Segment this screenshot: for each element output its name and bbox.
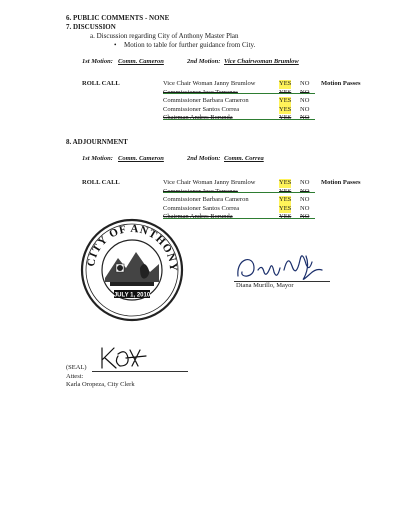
seal-label: (SEAL) xyxy=(66,364,87,371)
first-motion-value: Comm. Cameron xyxy=(118,155,164,162)
strike-line xyxy=(163,119,315,120)
vote-yes: YES xyxy=(279,80,292,87)
vote-no: NO xyxy=(300,88,310,96)
seal-date-text: JULY 1, 2010 xyxy=(113,292,151,299)
vote-no: NO xyxy=(300,105,310,113)
clerk-caption: Karla Oropeza, City Clerk xyxy=(66,381,135,388)
section-public-comments: 6. PUBLIC COMMENTS - NONE xyxy=(66,14,170,22)
vote-no: NO xyxy=(300,196,310,203)
section-adjournment: 8. ADJOURNMENT xyxy=(66,138,128,146)
roll-call-label: ROLL CALL xyxy=(82,80,120,87)
seal-top-text: CITY OF ANTHONY xyxy=(85,222,180,273)
vote-yes: YES xyxy=(279,187,292,195)
second-motion-label: 2nd Motion: xyxy=(187,155,221,162)
second-motion-value: Comm. Correa xyxy=(224,155,264,162)
vote-yes: YES xyxy=(279,114,292,121)
roll-call-table: Vice Chair Woman Janny Brumlow YES NO Commissioner Jose Terrones YES NO Commissioner Barbara Cameron YES NO Commissioner Santos Correa YES NO Chairman Andres Borunda YES NO xyxy=(163,80,333,125)
attest-label: Attest: xyxy=(66,373,84,380)
mayor-caption: Diana Murillo, Mayor xyxy=(236,282,294,289)
motion-result: Motion Passes xyxy=(321,80,361,87)
vote-no: NO xyxy=(300,179,310,186)
vote-no: NO xyxy=(300,97,310,104)
first-motion-label: 1st Motion: xyxy=(82,155,113,162)
discussion-item-a: a. Discussion regarding City of Anthony Master Plan xyxy=(90,32,239,40)
first-motion-value: Comm. Cameron xyxy=(118,58,164,65)
clerk-signature-icon xyxy=(96,344,150,372)
section-discussion: 7. DISCUSSION xyxy=(66,23,116,31)
second-motion-value: Vice Chairwoman Brumlow xyxy=(224,58,299,65)
roll-call-table: Vice Chair Woman Janny Brumlow YES NO Commissioner Jose Terrones YES NO Commissioner Barbara Cameron YES NO Commissioner Santos Correa YES NO Chairman Andres Borunda YES NO xyxy=(163,179,333,224)
motion-result: Motion Passes xyxy=(321,179,361,186)
vote-yes: YES xyxy=(279,88,292,96)
vote-yes: YES xyxy=(279,179,292,186)
second-motion-label: 2nd Motion: xyxy=(187,58,221,65)
vote-yes: YES xyxy=(279,213,292,220)
strike-line xyxy=(163,93,315,94)
vote-yes: YES xyxy=(279,204,292,212)
strike-line xyxy=(163,192,315,193)
roll-call-label: ROLL CALL xyxy=(82,179,120,186)
clerk-signature-line xyxy=(92,371,188,372)
vote-yes: YES xyxy=(279,196,292,203)
vote-no: NO xyxy=(300,80,310,87)
vote-no: NO xyxy=(300,187,310,195)
bullet-text: Motion to table for further guidance from City. xyxy=(124,41,256,49)
vote-yes: YES xyxy=(279,97,292,104)
city-seal-icon xyxy=(80,218,184,322)
bullet-icon: • xyxy=(114,41,117,49)
vote-no: NO xyxy=(300,213,310,220)
strike-line xyxy=(163,218,315,219)
mayor-signature-icon xyxy=(232,248,332,284)
vote-yes: YES xyxy=(279,105,292,113)
first-motion-label: 1st Motion: xyxy=(82,58,113,65)
vote-no: NO xyxy=(300,114,310,121)
vote-no: NO xyxy=(300,204,310,212)
